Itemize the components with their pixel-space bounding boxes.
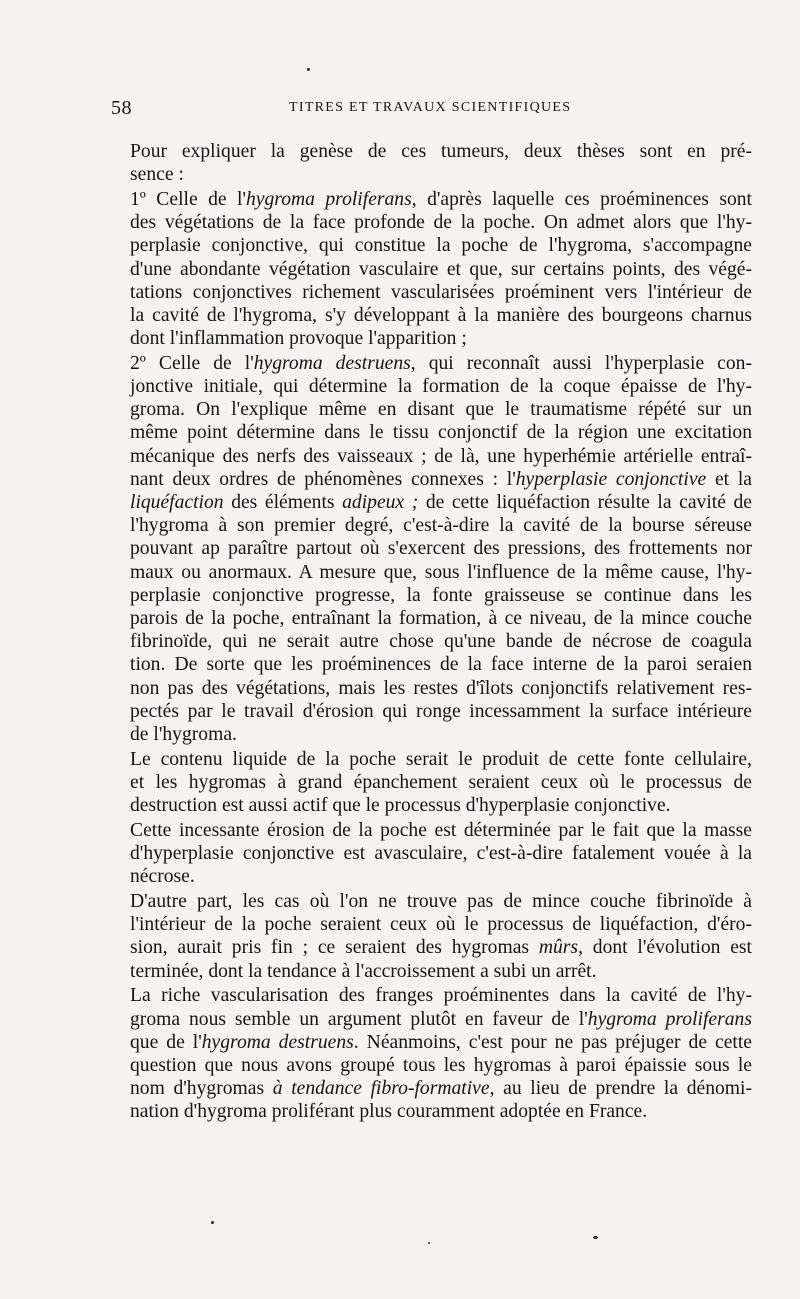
text-run: nécrose. [130, 866, 195, 888]
text-line [111, 468, 752, 491]
text-line [111, 1077, 752, 1100]
text-line [111, 677, 752, 700]
text-run: tion. De sorte que les proéminences de la face interne de la paroi seraien [130, 654, 752, 676]
italic-run: hygroma destruens [201, 1031, 354, 1053]
text-line [111, 936, 752, 959]
scan-speck [211, 1221, 214, 1224]
text-line [111, 723, 752, 746]
paragraph [111, 890, 752, 983]
text-run: , d'après laquelle ces proéminences sont [411, 188, 752, 210]
text-line [111, 514, 752, 537]
text-run: , dont l'évolution est [578, 937, 753, 959]
text-run: de l'hygroma. [130, 724, 237, 746]
text-line [111, 327, 752, 350]
text-run: perplasie conjonctive, qui constitue la poche de l'hygroma, s'accompagne [130, 235, 752, 257]
text-line [111, 352, 752, 375]
text-line [111, 700, 752, 723]
paragraph [111, 748, 752, 818]
text-line [111, 188, 752, 211]
text-line [111, 491, 752, 514]
italic-run: hygroma destruens [253, 352, 411, 374]
paragraph [111, 352, 752, 746]
text-line [111, 584, 752, 607]
text-line [111, 748, 752, 771]
text-line [111, 304, 752, 327]
text-run: terminée, dont la tendance à l'accroissement a subi un arrêt. [130, 960, 597, 982]
body-text [111, 140, 752, 1124]
text-line [111, 258, 752, 281]
italic-run: hygroma proliferans [587, 1008, 752, 1030]
text-run: , au lieu de prendre la dénomi- [489, 1078, 753, 1100]
text-line [111, 842, 752, 865]
text-run: parois de la poche, entraînant la formation, à ce niveau, de la mince couche [130, 608, 752, 630]
text-run: . Néanmoins, c'est pour ne pas préjuger de cette [353, 1031, 753, 1053]
text-run: tations conjonctives richement vascularisées proéminent vers l'intérieur de [130, 281, 752, 303]
text-run: que de l' [130, 1031, 202, 1053]
text-run: mécanique des nerfs des vaisseaux ; de là, une hyperhémie artérielle entraî- [130, 445, 752, 467]
text-run: Le contenu liquide de la poche serait le produit de cette fonte cellulaire, [130, 748, 752, 770]
text-line [111, 163, 752, 186]
text-run: 1º Celle de l' [130, 188, 246, 210]
text-line [111, 1100, 752, 1123]
text-run: maux ou anormaux. A mesure que, sous l'influence de la même cause, l'hy- [130, 561, 752, 583]
text-line [111, 375, 752, 398]
running-title: TITRES ET TRAVAUX SCIENTIFIQUES [289, 100, 572, 115]
text-line [111, 984, 752, 1007]
text-line [111, 211, 752, 234]
italic-run: à tendance fibro-formative [272, 1078, 490, 1100]
text-run: D'autre part, les cas où l'on ne trouve pas de mince couche fibrinoïde à [130, 891, 752, 912]
italic-run: liquéfaction [130, 492, 224, 514]
text-run: d'hyperplasie conjonctive est avasculaire, c'est-à-dire fatalement vouée à la [130, 843, 752, 865]
paragraph [111, 819, 752, 889]
scan-speck [593, 1236, 598, 1239]
text-run: nant deux ordres de phénomènes connexes : l' [130, 468, 516, 490]
text-line [111, 561, 752, 584]
page-number: 58 [111, 97, 132, 119]
text-run: jonctive initiale, qui détermine la formation de la coque épaisse de l'hy- [130, 376, 752, 398]
text-run: l'hygroma à son premier degré, c'est-à-dire la cavité de la bourse séreuse [130, 515, 752, 537]
text-run: La riche vascularisation des franges proéminentes dans la cavité de l'hy- [130, 985, 752, 1007]
italic-run: mûrs [538, 937, 579, 959]
text-run: groma nous semble un argument plutôt en faveur de l' [130, 1008, 588, 1030]
text-line [111, 771, 752, 794]
text-run: l'intérieur de la poche seraient ceux où le processus de liquéfaction, d'éro- [130, 914, 752, 936]
text-run: Cette incessante érosion de la poche est déterminée par le fait que la masse [130, 819, 752, 841]
text-run: dont l'inflammation provoque l'apparition ; [130, 328, 467, 350]
text-run: pouvant ap paraître partout où s'exercent des pressions, des frottements nor [130, 538, 752, 560]
text-run: perplasie conjonctive progresse, la fonte graisseuse se continue dans les [130, 584, 752, 606]
italic-run: hyperplasie conjonctive [515, 468, 707, 490]
text-line [111, 607, 752, 630]
text-run: nation d'hygroma proliférant plus couramment adoptée en France. [130, 1101, 648, 1123]
text-line [111, 445, 752, 468]
text-line [111, 281, 752, 304]
page-header [111, 97, 751, 127]
text-run: des végétations de la face profonde de la poche. On admet alors que l'hy- [130, 212, 752, 234]
text-run: même point détermine dans le tissu conjonctif de la région une excitation [130, 422, 752, 444]
italic-run: adipeux ; [342, 492, 419, 514]
text-line [111, 630, 752, 653]
text-line [111, 537, 752, 560]
text-line [111, 865, 752, 888]
text-line [111, 1054, 752, 1077]
text-run: pectés par le travail d'érosion qui ronge incessamment la surface intérieure [130, 700, 752, 722]
paragraph [111, 984, 752, 1123]
text-run: destruction est aussi actif que le processus d'hyperplasie conjonctive. [130, 795, 671, 817]
text-line [111, 140, 752, 163]
text-run: non pas des végétations, mais les restes d'îlots conjonctifs relativement res- [130, 677, 752, 699]
text-run: question que nous avons groupé tous les hygromas à paroi épaissie sous le [130, 1054, 752, 1076]
text-line [111, 653, 752, 676]
text-run: sence : [130, 164, 184, 186]
text-line [111, 1031, 752, 1054]
text-line [111, 234, 752, 257]
text-run: sion, aurait pris fin ; ce seraient des hygromas [130, 937, 539, 959]
scan-speck [428, 1242, 430, 1244]
text-line [111, 794, 752, 817]
text-run: de cette liquéfaction résulte la cavité de [418, 492, 752, 514]
text-run: la cavité de l'hygroma, s'y développant à la manière des bourgeons charnus [130, 304, 752, 326]
text-run: , qui reconnaît aussi l'hyperplasie con- [410, 352, 752, 374]
scan-speck [307, 68, 310, 71]
text-line [111, 819, 752, 842]
text-run: groma. On l'explique même en disant que le traumatisme répété sur un [130, 399, 752, 421]
text-run: nom d'hygromas [130, 1078, 273, 1100]
text-line [111, 1008, 752, 1031]
paragraph [111, 188, 752, 350]
text-run: des éléments [223, 492, 343, 514]
text-line [111, 913, 752, 936]
text-run: et les hygromas à grand épanchement seraient ceux où le processus de [130, 771, 752, 793]
text-line [111, 890, 752, 913]
text-run: et la [706, 468, 752, 490]
text-run: Pour expliquer la genèse de ces tumeurs, deux thèses sont en pré- [130, 141, 752, 162]
text-line [111, 398, 752, 421]
italic-run: hygroma proliferans [246, 188, 412, 210]
text-run: 2º Celle de l' [130, 352, 254, 374]
paragraph [111, 140, 752, 186]
text-line [111, 421, 752, 444]
text-run: d'une abondante végétation vasculaire et que, sur certains points, des végé- [130, 258, 752, 280]
text-run: fibrinoïde, qui ne serait autre chose qu'une bande de nécrose de coagula [130, 631, 752, 653]
text-line [111, 960, 752, 983]
